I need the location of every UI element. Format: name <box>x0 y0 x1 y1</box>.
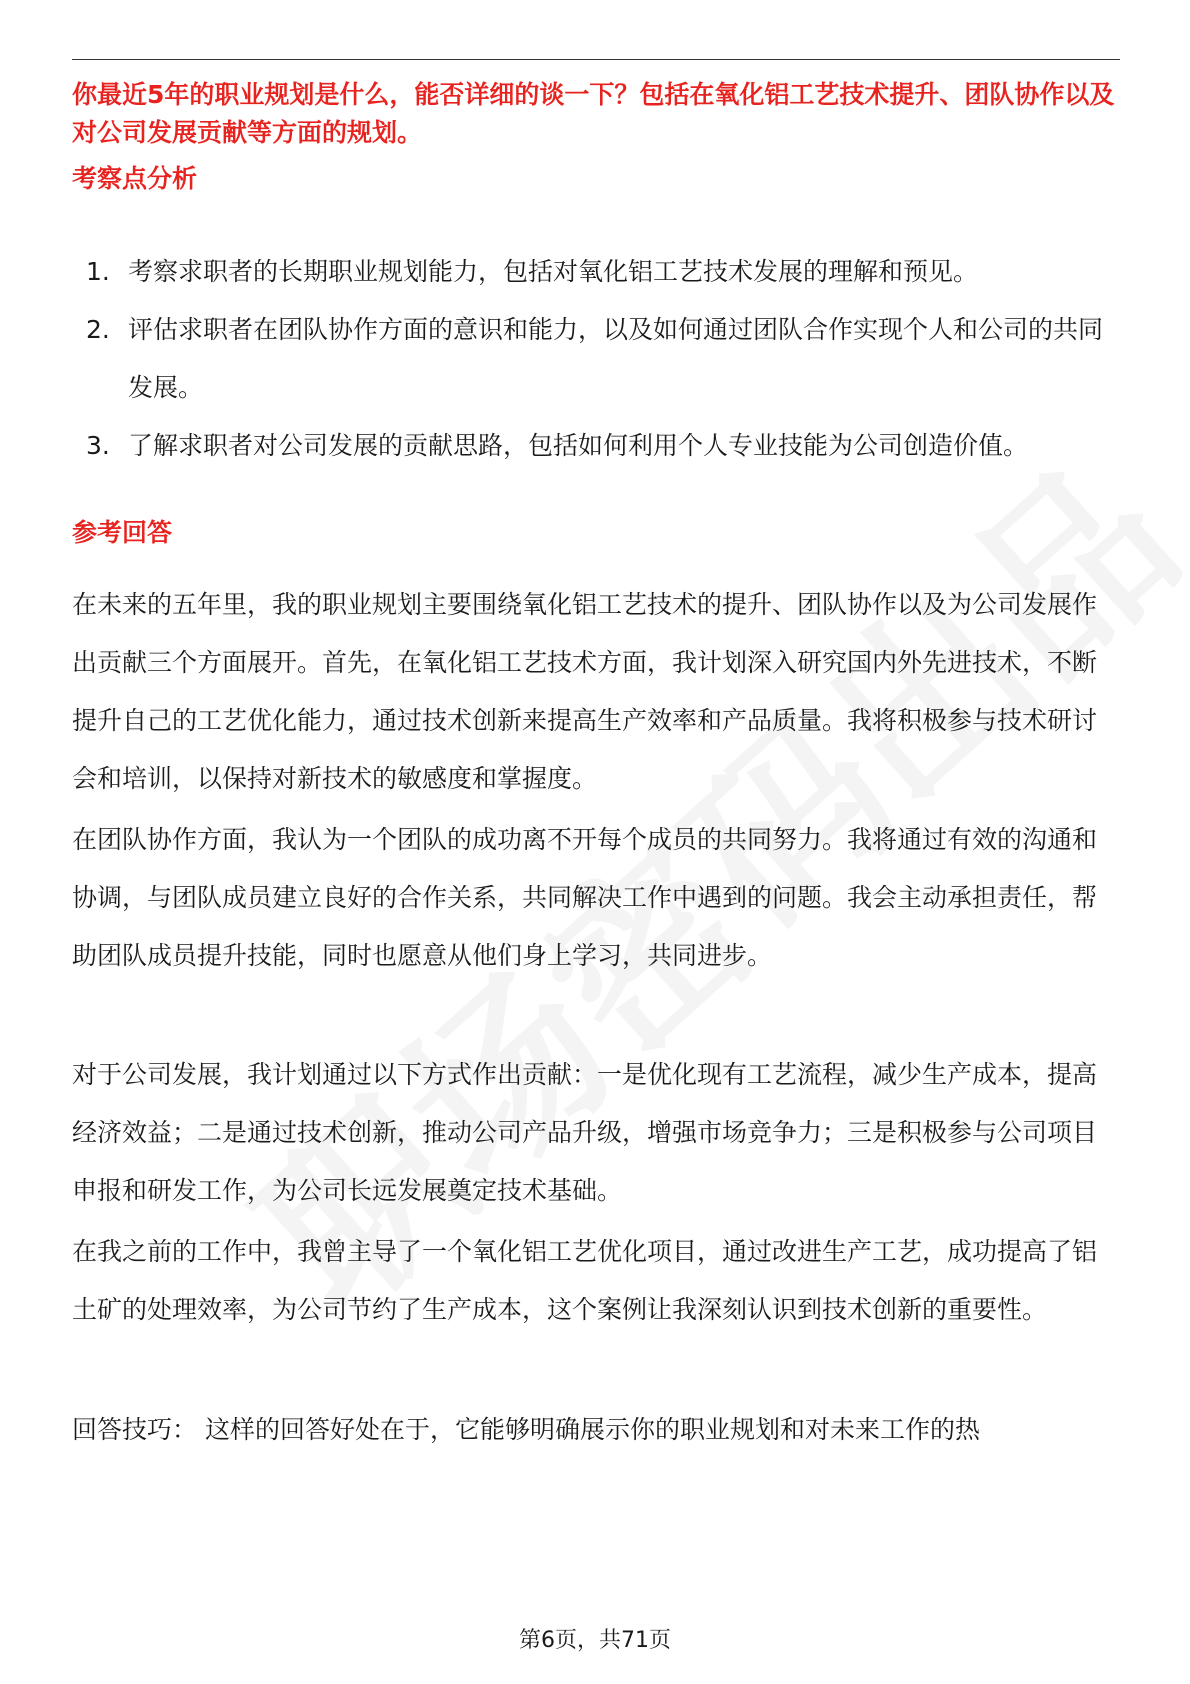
page-number: 第6页，共71页 <box>519 1628 671 1653</box>
answer-paragraph-4: 在我之前的工作中，我曾主导了一个氧化铝工艺优化项目，通过改进生产工艺，成功提高了铝土矿的处理效率，为公司节约了生产成本，这个案例让我深刻认识到技术创新的重要性。 <box>72 1237 1098 1324</box>
list-item-number: 2. <box>86 315 110 344</box>
list-item-text: 考察求职者的长期职业规划能力，包括对氧化铝工艺技术发展的理解和预见。 <box>128 257 979 286</box>
list-item <box>72 417 1120 475</box>
analysis-title: 考察点分析 <box>72 164 198 193</box>
list-item-number: 3. <box>86 431 110 460</box>
header-rule <box>72 59 1120 60</box>
list-item-text: 了解求职者对公司发展的贡献思路，包括如何利用个人专业技能为公司创造价值。 <box>128 431 1029 460</box>
question-heading: 你最近5年的职业规划是什么，能否详细的谈一下？包括在氧化铝工艺技术提升、团队协作以及对公司发展贡献等方面的规划。 <box>72 80 1115 147</box>
answer-paragraph-2: 在团队协作方面，我认为一个团队的成功离不开每个成员的共同努力。我将通过有效的沟通和协调，与团队成员建立良好的合作关系，共同解决工作中遇到的问题。我会主动承担责任，帮助团队成员提升技能，同时也愿意从他们身上学习，共同进步。 <box>72 825 1098 970</box>
answer-title: 参考回答 <box>72 518 173 547</box>
list-item-number: 1. <box>86 257 110 286</box>
list-item-text: 评估求职者在团队协作方面的意识和能力，以及如何通过团队合作实现个人和公司的共同发展。 <box>128 315 1104 402</box>
list-item <box>72 301 1120 417</box>
analysis-list <box>72 243 1120 475</box>
answer-paragraph-1: 在未来的五年里，我的职业规划主要围绕氧化铝工艺技术的提升、团队协作以及为公司发展作出贡献三个方面展开。首先，在氧化铝工艺技术方面，我计划深入研究国内外先进技术，不断提升自己的工艺优化能力，通过技术创新来提高生产效率和产品质量。我将积极参与技术研讨会和培训，以保持对新技术的敏感度和掌握度。 <box>72 590 1098 793</box>
list-item <box>72 243 1120 301</box>
answer-tips: 回答技巧： 这样的回答好处在于，它能够明确展示你的职业规划和对未来工作的热 <box>72 1415 980 1444</box>
answer-paragraph-3: 对于公司发展，我计划通过以下方式作出贡献：一是优化现有工艺流程，减少生产成本，提高经济效益；二是通过技术创新，推动公司产品升级，增强市场竞争力；三是积极参与公司项目申报和研发工作，为公司长远发展奠定技术基础。 <box>72 1060 1098 1205</box>
